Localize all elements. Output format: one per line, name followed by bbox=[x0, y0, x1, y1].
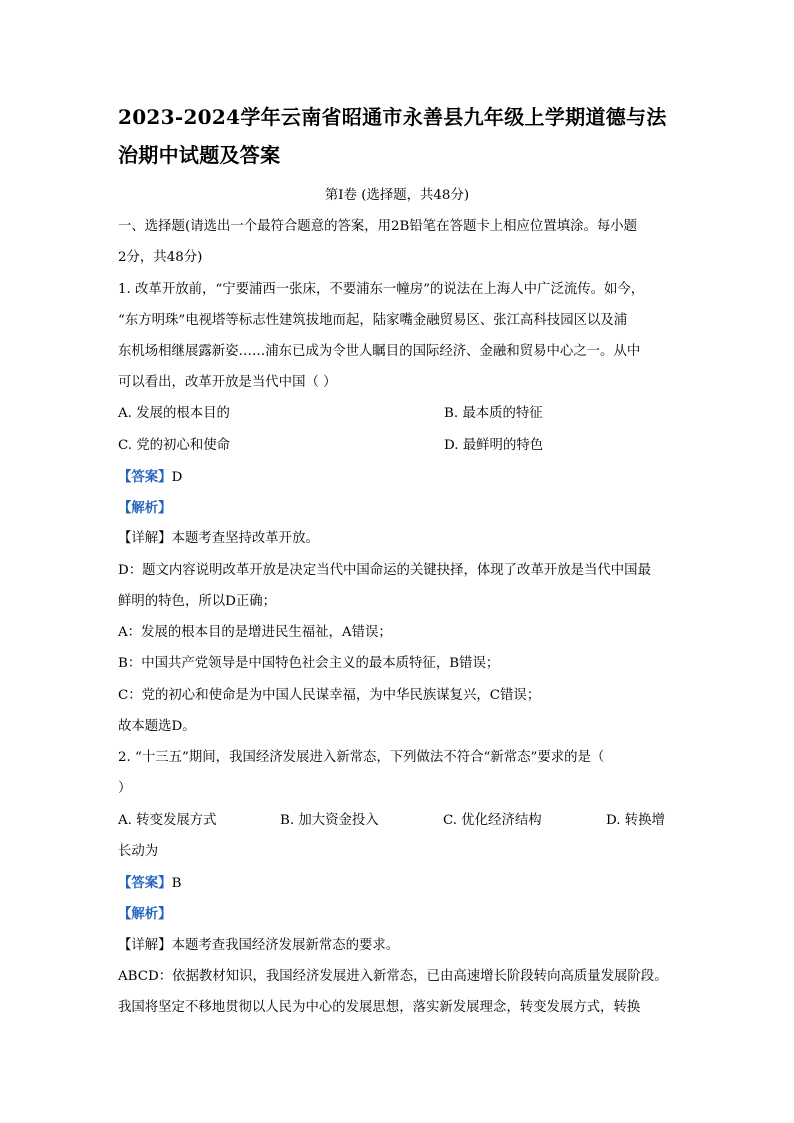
q2-answer bbox=[118, 873, 181, 894]
q1-explanation-line-3: A：发展的根本目的是增进民生福祉，A错误； bbox=[118, 625, 392, 640]
detail-tag: 【详解】 bbox=[118, 531, 172, 546]
q2-option-b: B. 加大资金投入 bbox=[280, 813, 379, 828]
q1-analysis-heading bbox=[118, 498, 172, 519]
q1-explanation-line-2: 鲜明的特色，所以D正确； bbox=[118, 594, 277, 609]
q1-detail-text: 本题考查坚持改革开放。 bbox=[171, 531, 319, 546]
q1-explanation-line-4: B：中国共产党领导是中国特色社会主义的最本质特征，B错误； bbox=[118, 656, 500, 671]
section-header: 第Ⅰ卷 (选择题，共48分) bbox=[324, 188, 470, 203]
q1-answer bbox=[118, 467, 182, 488]
q1-stem-line-1: 1. 改革开放前，“宁要浦西一张床，不要浦东一幢房”的说法在上海人中广泛流传。如今， bbox=[118, 282, 645, 297]
q1-stem-line-4: 可以看出，改革开放是当代中国（ ） bbox=[118, 375, 337, 390]
analysis-tag: 【解析】 bbox=[118, 906, 172, 922]
q1-answer-value: D bbox=[171, 470, 183, 485]
q2-detail bbox=[118, 936, 399, 956]
title-line-2: 治期中试题及答案 bbox=[118, 143, 281, 167]
q2-stem-line-1: 2. “十三五”期间，我国经济发展进入新常态，下列做法不符合“新常态”要求的是（ bbox=[118, 750, 605, 765]
q1-explanation-line-5: C：党的初心和使命是为中国人民谋幸福，为中华民族谋复兴，C错误； bbox=[118, 688, 541, 703]
q2-option-d: D. 转换增 bbox=[606, 813, 665, 828]
q1-explanation-line-6: 故本题选D。 bbox=[118, 719, 196, 734]
q1-option-a: A. 发展的根本目的 bbox=[118, 406, 230, 421]
q2-answer-value: B bbox=[171, 876, 182, 891]
q2-explanation-line-2: 我国将坚定不移地贯彻以人民为中心的发展思想，落实新发展理念，转变发展方式，转换 bbox=[118, 1000, 641, 1015]
detail-tag: 【详解】 bbox=[118, 938, 172, 953]
analysis-tag: 【解析】 bbox=[118, 500, 172, 516]
instructions-line-2: 2分，共48分) bbox=[118, 250, 203, 265]
q1-option-b: B. 最本质的特征 bbox=[444, 406, 543, 421]
q1-option-d: D. 最鲜明的特色 bbox=[444, 438, 544, 453]
answer-tag: 【答案】 bbox=[118, 469, 172, 485]
q1-stem-line-3: 东机场相继展露新姿……浦东已成为令世人瞩目的国际经济、金融和贸易中心之一。从中 bbox=[118, 344, 641, 359]
instructions-line-1: 一、选择题(请选出一个最符合题意的答案，用2B铅笔在答题卡上相应位置填涂。每小题 bbox=[118, 219, 638, 234]
q2-option-a: A. 转变发展方式 bbox=[118, 813, 217, 828]
title-line-1: 2023-2024学年云南省昭通市永善县九年级上学期道德与法 bbox=[118, 105, 667, 129]
q2-detail-text: 本题考查我国经济发展新常态的要求。 bbox=[171, 938, 400, 953]
q1-detail bbox=[118, 529, 319, 549]
q1-stem-line-2: “东方明珠”电视塔等标志性建筑拔地而起，陆家嘴金融贸易区、张江高科技园区以及浦 bbox=[118, 313, 628, 328]
document-title bbox=[118, 98, 678, 174]
q2-option-d-continued: 长动为 bbox=[118, 844, 159, 859]
q1-option-c: C. 党的初心和使命 bbox=[118, 438, 231, 453]
q2-option-c: C. 优化经济结构 bbox=[443, 813, 542, 828]
q1-explanation-line-1: D：题文内容说明改革开放是决定当代中国命运的关键抉择，体现了改革开放是当代中国最 bbox=[118, 563, 651, 578]
q2-analysis-heading bbox=[118, 904, 172, 925]
q2-stem-line-2: ） bbox=[118, 781, 132, 796]
answer-tag: 【答案】 bbox=[118, 875, 172, 891]
q2-explanation-line-1: ABCD：依据教材知识，我国经济发展进入新常态，已由高速增长阶段转向高质量发展阶段。 bbox=[118, 969, 668, 984]
